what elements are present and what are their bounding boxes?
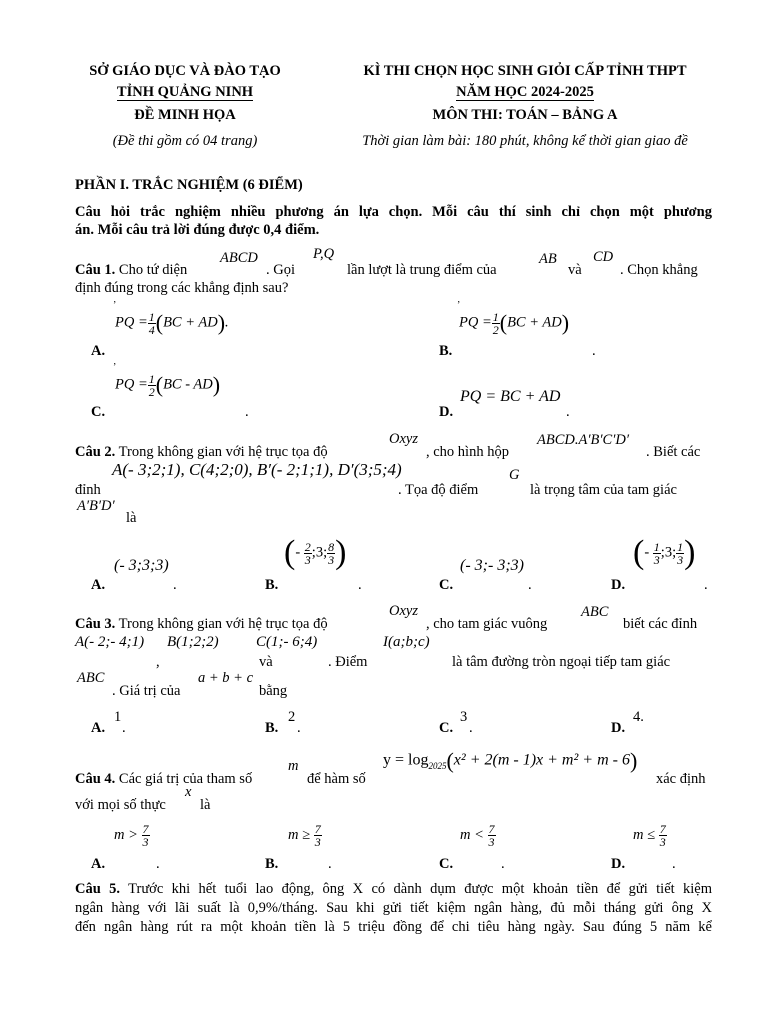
q3-point-b: B(1;2;2) bbox=[167, 634, 219, 650]
time-limit: Thời gian làm bài: 180 phút, không kể thời gian giao đề bbox=[362, 133, 688, 149]
q4-line1 bbox=[75, 771, 252, 788]
q2-option-d-label[interactable]: D. bbox=[611, 577, 626, 593]
q1-tick-a: ’ bbox=[113, 300, 117, 311]
school-year-text: NĂM HỌC 2024-2025 bbox=[456, 84, 594, 100]
q4-d-period: . bbox=[672, 856, 676, 872]
q3-text-9: bằng bbox=[259, 683, 288, 699]
q1-option-a-formula: PQ = $\frac{1}{4}$ (BC + AD). bbox=[115, 309, 229, 337]
q3-line1 bbox=[75, 616, 328, 633]
q4-b-den: 3 bbox=[314, 835, 321, 849]
subject: MÔN THI: TOÁN – BẢNG A bbox=[432, 107, 618, 123]
q2-option-c-value: (- 3;- 3;3) bbox=[460, 557, 524, 574]
q1-c-rhs: BC - AD bbox=[163, 376, 213, 393]
q3-text-7: là tâm đường tròn ngoại tiếp tam giác bbox=[452, 654, 671, 670]
q1-b-period: . bbox=[592, 343, 596, 359]
department-name: SỞ GIÁO DỤC VÀ ĐÀO TẠO bbox=[89, 63, 281, 79]
q1-text-3: lần lượt là trung điểm của bbox=[347, 262, 497, 278]
q2-d-frac2 bbox=[676, 541, 684, 566]
q5-label: Câu 5. bbox=[75, 881, 121, 897]
q4-b-rel: m ≥ bbox=[288, 826, 311, 843]
q1-math-abcd: ABCD bbox=[220, 250, 258, 266]
q4-d-frac bbox=[659, 823, 667, 848]
section-title: PHẦN I. TRẮC NGHIỆM (6 ĐIỂM) bbox=[75, 177, 303, 193]
q2-text-1: Trong không gian với hệ trục tọa độ bbox=[118, 444, 328, 460]
q2-b-num1: 2 bbox=[304, 539, 311, 554]
q3-option-d-label[interactable]: D. bbox=[611, 720, 626, 736]
q3-text-5: và bbox=[259, 654, 273, 670]
q1-text-2: . Gọi bbox=[266, 262, 295, 278]
q4-c-frac bbox=[488, 823, 496, 848]
school-year bbox=[330, 84, 720, 101]
q1-math-pq: P,Q bbox=[313, 246, 335, 262]
q4-d-den: 3 bbox=[659, 835, 666, 849]
q3-option-b-label[interactable]: B. bbox=[265, 720, 279, 736]
q1-c-num: 1 bbox=[148, 371, 155, 386]
q4-option-c-value bbox=[460, 823, 496, 848]
q3-option-c-label[interactable]: C. bbox=[439, 720, 454, 736]
q2-math-g: G bbox=[509, 467, 520, 483]
q1-d-period: . bbox=[566, 404, 570, 420]
q1-math-ab: AB bbox=[539, 251, 557, 267]
exam-title: KÌ THI CHỌN HỌC SINH GIỎI CẤP TỈNH THPT bbox=[363, 63, 687, 79]
q2-c-period: . bbox=[528, 577, 532, 593]
q3-point-c: C(1;- 6;4) bbox=[256, 634, 318, 650]
q2-math-box: ABCD.A′B′C′D′ bbox=[537, 432, 630, 448]
q4-option-b-label[interactable]: B. bbox=[265, 856, 279, 872]
q3-option-c-value: 3 bbox=[460, 709, 468, 725]
q4-option-d-label[interactable]: D. bbox=[611, 856, 626, 872]
q1-tick-c: ’ bbox=[113, 362, 117, 373]
q4-func-arg: x² + 2(m - 1)x + m² + m - 6 bbox=[453, 751, 630, 769]
q4-option-d-value bbox=[633, 823, 667, 848]
q2-text-2: , cho hình hộp bbox=[426, 444, 509, 460]
q4-math-x: x bbox=[185, 784, 192, 800]
q2-d-num2: 1 bbox=[677, 539, 684, 554]
q2-b-den2: 3 bbox=[328, 552, 335, 567]
q2-line1 bbox=[75, 444, 328, 461]
q4-line2: với mọi số thực bbox=[75, 797, 166, 813]
q3-point-i: I(a;b;c) bbox=[383, 634, 430, 650]
q4-function: $y = \log_{2025}(x^2 + 2(m - 1)x + m^2 + m - 6)$ bbox=[383, 748, 638, 773]
q4-a-den: 3 bbox=[142, 835, 149, 849]
q4-d-rel: m ≤ bbox=[633, 826, 656, 843]
q4-b-period: . bbox=[328, 856, 332, 872]
q4-a-frac bbox=[142, 823, 150, 848]
q1-a-rhs: BC + AD bbox=[163, 314, 218, 331]
q1-c-lhs: PQ = bbox=[115, 376, 148, 393]
q1-line2: định đúng trong các khẳng định sau? bbox=[75, 280, 289, 296]
section-instruction-1: Câu hỏi trắc nghiệm nhiều phương án lựa chọn. Mỗi câu thí sinh chỉ chọn một phương bbox=[75, 204, 712, 220]
q3-b-period: . bbox=[297, 720, 301, 736]
q3-text-8: . Giá trị của bbox=[112, 683, 181, 699]
q4-func-name: y = log bbox=[383, 751, 429, 769]
q1-label: Câu 1. bbox=[75, 262, 116, 278]
province-name-text: TỈNH QUẢNG NINH bbox=[116, 84, 254, 100]
q3-math-oxyz: Oxyz bbox=[389, 603, 418, 619]
q4-a-period: . bbox=[156, 856, 160, 872]
q4-d-num: 7 bbox=[659, 822, 666, 836]
q4-label: Câu 4. bbox=[75, 771, 116, 787]
q1-tick-b: ’ bbox=[457, 300, 461, 311]
q2-text-6: là trọng tâm của tam giác bbox=[530, 482, 677, 498]
q4-b-num: 7 bbox=[314, 822, 321, 836]
q2-vertex-coordinates: A(- 3;2;1), C(4;2;0), B′(- 2;1;1), D′(3;5;4) bbox=[112, 460, 402, 479]
q1-a-num: 1 bbox=[148, 309, 155, 324]
q1-text-5: . Chọn khẳng bbox=[620, 262, 698, 278]
q1-b-rhs: BC + AD bbox=[507, 314, 562, 331]
q4-func-base: 2025 bbox=[428, 760, 447, 771]
q4-option-a-label[interactable]: A. bbox=[91, 856, 106, 872]
q1-option-d-label[interactable]: D. bbox=[439, 404, 454, 420]
q2-d-frac1 bbox=[653, 541, 661, 566]
q1-b-num: 1 bbox=[492, 309, 499, 324]
q2-math-triangle: A′B′D′ bbox=[77, 498, 115, 514]
q1-c-den: 2 bbox=[148, 384, 155, 399]
q1-a-lhs: PQ = bbox=[115, 314, 148, 331]
q3-text-6: . Điểm bbox=[328, 654, 368, 670]
q2-b-period: . bbox=[358, 577, 362, 593]
q2-text-4: đỉnh bbox=[75, 482, 101, 498]
q1-b-den: 2 bbox=[492, 322, 499, 337]
q3-math-abc: ABC bbox=[581, 604, 609, 620]
q2-d-den1: 3 bbox=[653, 552, 660, 567]
q3-option-a-value: 1 bbox=[114, 709, 122, 725]
q4-text-2: để hàm số bbox=[307, 771, 366, 787]
page-count-note: (Đề thi gồm có 04 trang) bbox=[112, 133, 258, 149]
q2-b-frac1 bbox=[304, 541, 312, 566]
q4-text-4: là bbox=[200, 797, 211, 813]
q4-c-num: 7 bbox=[488, 822, 495, 836]
q3-a-period: . bbox=[122, 720, 126, 736]
q2-b-den1: 3 bbox=[304, 552, 311, 567]
q2-option-a-label[interactable]: A. bbox=[91, 577, 106, 593]
q2-option-d-value: (- $\frac{1}{3}$ ;3; $\frac{1}{3}$ ) bbox=[633, 534, 696, 571]
q1-a-den: 4 bbox=[148, 322, 155, 337]
q1-c-frac bbox=[148, 373, 156, 398]
q5-line1 bbox=[75, 881, 712, 898]
q2-b-num2: 8 bbox=[328, 539, 335, 554]
q2-math-oxyz: Oxyz bbox=[389, 431, 418, 447]
q3-c-period: . bbox=[469, 720, 473, 736]
q2-d-den2: 3 bbox=[677, 552, 684, 567]
q4-text-3: xác định bbox=[656, 771, 706, 787]
q4-b-frac bbox=[314, 823, 322, 848]
q2-option-b-label[interactable]: B. bbox=[265, 577, 279, 593]
q1-option-c-label[interactable]: C. bbox=[91, 404, 106, 420]
q4-option-b-value bbox=[288, 823, 322, 848]
q1-text-4: và bbox=[568, 262, 582, 278]
q3-option-d-value: 4. bbox=[633, 709, 644, 725]
q3-label: Câu 3. bbox=[75, 616, 116, 632]
q2-d-num1: 1 bbox=[653, 539, 660, 554]
q2-label: Câu 2. bbox=[75, 444, 116, 460]
q1-option-d-formula: PQ = BC + AD bbox=[460, 388, 561, 405]
q2-option-b-value: (- $\frac{2}{3}$ ;3; $\frac{8}{3}$ ) bbox=[284, 534, 347, 571]
q1-a-frac bbox=[148, 311, 156, 336]
q3-text-1: Trong không gian với hệ trục tọa độ bbox=[118, 616, 328, 632]
q3-text-3: biết các đỉnh bbox=[623, 616, 698, 632]
exam-type: ĐỀ MINH HỌA bbox=[134, 107, 236, 123]
q1-option-b-formula: PQ = $\frac{1}{2}$ (BC + AD) bbox=[459, 309, 570, 337]
q4-a-num: 7 bbox=[142, 822, 149, 836]
q1-line1 bbox=[75, 262, 187, 279]
q4-math-m: m bbox=[288, 758, 299, 774]
q4-c-den: 3 bbox=[488, 835, 495, 849]
q3-option-b-value: 2 bbox=[288, 709, 296, 725]
q4-a-rel: m > bbox=[114, 826, 138, 843]
q4-text-1: Các giá trị của tham số bbox=[118, 771, 253, 787]
province-name bbox=[60, 84, 310, 101]
q2-b-frac2 bbox=[327, 541, 335, 566]
q2-option-a-value: (- 3;3;3) bbox=[114, 557, 169, 574]
q3-point-a: A(- 2;- 4;1) bbox=[75, 634, 145, 650]
q3-math-sum: a + b + c bbox=[198, 670, 254, 686]
q2-a-period: . bbox=[173, 577, 177, 593]
q4-option-c-label[interactable]: C. bbox=[439, 856, 454, 872]
q1-c-period: . bbox=[245, 404, 249, 420]
q5-text-1: Trước khi hết tuổi lao động, ông X có dành dụm được một khoản tiền để gửi tiết kiệm bbox=[128, 881, 713, 897]
q5-line2: ngân hàng với lãi suất là 0,9%/tháng. Sau khi gửi tiết kiệm ngân hàng, đủ mỗi tháng gửi ông X bbox=[75, 900, 712, 916]
q4-option-a-value bbox=[114, 823, 150, 848]
q2-text-3: . Biết các bbox=[646, 444, 701, 460]
q1-text-1: Cho tứ diện bbox=[118, 262, 188, 278]
q1-math-cd: CD bbox=[593, 249, 614, 265]
q2-text-5: . Tọa độ điểm bbox=[398, 482, 479, 498]
q2-option-c-label[interactable]: C. bbox=[439, 577, 454, 593]
q1-b-lhs: PQ = bbox=[459, 314, 492, 331]
q1-option-c-formula: PQ = $\frac{1}{2}$ (BC - AD) bbox=[115, 371, 221, 399]
q2-text-7: là bbox=[126, 510, 137, 526]
q3-text-2: , cho tam giác vuông bbox=[426, 616, 548, 632]
q1-b-frac bbox=[492, 311, 500, 336]
q5-line3: đến ngân hàng rút ra một khoản tiền là 5 triệu đồng để chi tiêu hàng ngày. Sau đúng 5 năm kể bbox=[75, 919, 712, 935]
section-instruction-2: án. Mỗi câu trả lời đúng được 0,4 điểm. bbox=[75, 222, 320, 238]
q4-c-period: . bbox=[501, 856, 505, 872]
q3-option-a-label[interactable]: A. bbox=[91, 720, 106, 736]
q4-c-rel: m < bbox=[460, 826, 484, 843]
q2-d-period: . bbox=[704, 577, 708, 593]
q3-math-abc-2: ABC bbox=[77, 670, 105, 686]
q3-text-4: , bbox=[156, 654, 160, 670]
q1-option-b-label[interactable]: B. bbox=[439, 343, 453, 359]
q1-option-a-label[interactable]: A. bbox=[91, 343, 106, 359]
